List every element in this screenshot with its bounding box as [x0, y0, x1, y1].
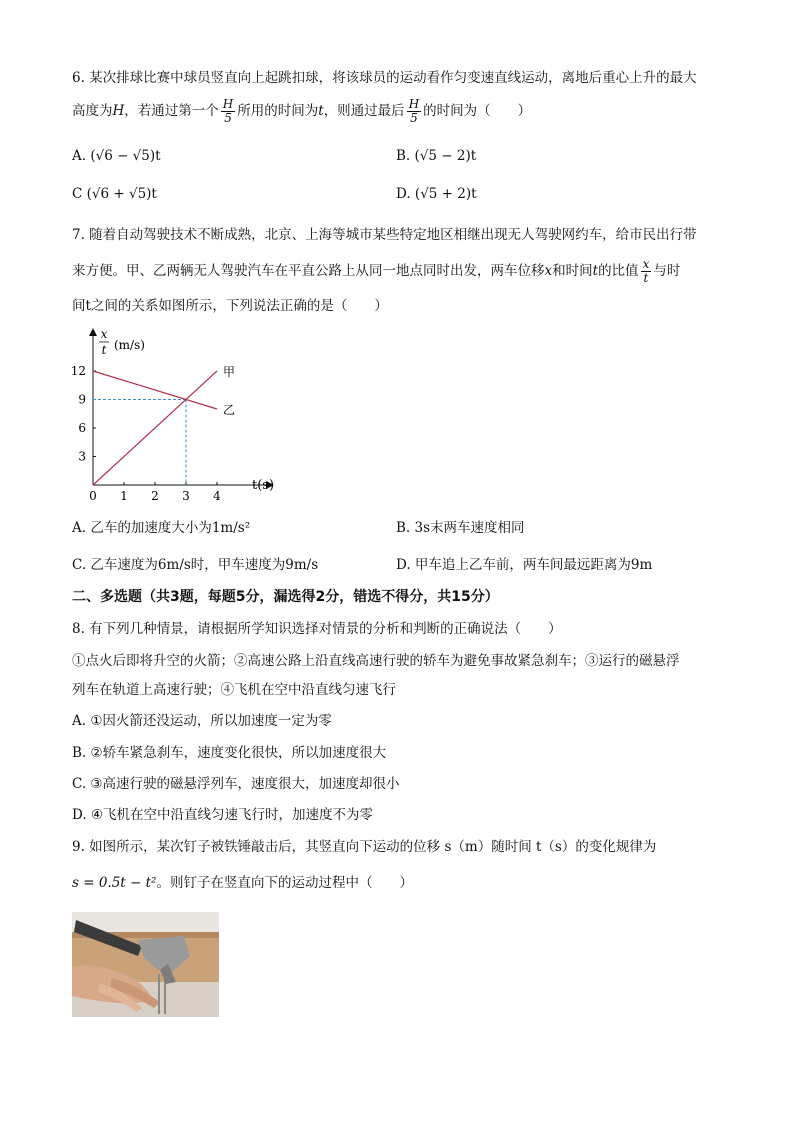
- q6-text-d: ，则通过最后: [323, 103, 405, 119]
- hammer-nail-photo: [72, 912, 219, 1017]
- q9-text: 。则钉子在竖直向下的运动过程中（ ）: [156, 875, 413, 891]
- q8-option-c[interactable]: C. ③高速行驶的磁悬浮列车，速度很大，加速度却很小: [72, 776, 400, 792]
- q8-stem-line3: 列车在轨道上高速行驶；④飞机在空中沿直线匀速飞行: [72, 682, 396, 698]
- q6-text-e: 的时间为（ ）: [423, 103, 532, 119]
- y-tick-label-6: 6: [78, 421, 86, 435]
- q8-option-a[interactable]: A. ①因火箭还没运动，所以加速度一定为零: [72, 713, 332, 729]
- y-label-unit: (m/s): [114, 338, 145, 352]
- x-tick-label-1: 1: [120, 489, 128, 503]
- x-tick-label-0: 0: [89, 489, 97, 503]
- y-label-den: t: [101, 343, 107, 357]
- q7-stem-line3: 间t之间的关系如图所示，下列说法正确的是（ ）: [72, 298, 388, 314]
- q6-stem-line2: [72, 98, 531, 125]
- q7-option-c[interactable]: C. 乙车速度为6m/s时，甲车速度为9m/s: [72, 557, 319, 573]
- y-tick-label-3: 3: [78, 449, 86, 464]
- q6-option-b[interactable]: B. (√5 − 2)t: [396, 148, 477, 164]
- q7-stem-line1: 7. 随着自动驾驶技术不断成熟，北京、上海等城市某些特定地区相继出现无人驾驶网约车，给市民出行带: [72, 227, 697, 243]
- q7-option-d[interactable]: D. 甲车追上乙车前，两车间最远距离为9m: [396, 557, 653, 573]
- q7-text-d: 与时: [653, 263, 681, 279]
- q9-stem-line1: 9. 如图所示，某次钉子被铁锤敲击后，其竖直向下运动的位移 s（m）随时间 t（s）的变化规律为: [72, 839, 657, 855]
- q8-stem-line1: 8. 有下列几种情景，请根据所学知识选择对情景的分析和判断的正确说法（ ）: [72, 621, 562, 637]
- q9-stem-line2: [72, 873, 413, 893]
- q6-text-a: 高度为: [72, 103, 113, 119]
- x-tick-label-2: 2: [151, 489, 159, 503]
- y-label-num: x: [100, 327, 108, 341]
- series-label-jia: 甲: [223, 365, 236, 379]
- q7-option-a[interactable]: A. 乙车的加速度大小为1m/s²: [72, 520, 251, 536]
- q7-var-t: t: [592, 263, 599, 279]
- q7-fraction: $\frac{x}{t}$: [642, 257, 650, 285]
- x-tick-label-3: 3: [182, 489, 190, 503]
- q8-option-d[interactable]: D. ④飞机在空中沿直线匀速飞行时，加速度不为零: [72, 807, 374, 823]
- q6-var-h: H: [112, 103, 125, 119]
- y-tick-label-9: 9: [78, 392, 86, 407]
- q8-option-b[interactable]: B. ②轿车紧急刹车，速度变化很快，所以加速度很大: [72, 745, 387, 761]
- q9-formula: s = 0.5t − t²: [72, 875, 157, 891]
- series-line-yi: [93, 371, 217, 409]
- q6-stem-line1: 6. 某次排球比赛中球员竖直向上起跳扣球，将该球员的运动看作匀变速直线运动，离地后重心上升的最大: [72, 70, 697, 86]
- series-label-yi: 乙: [223, 403, 236, 417]
- q7-option-b[interactable]: B. 3s末两车速度相同: [396, 520, 525, 536]
- q6-var-t: t: [318, 103, 324, 119]
- q7-var-x: x: [544, 263, 553, 279]
- x-tick-label-4: 4: [213, 489, 221, 503]
- q6-option-a[interactable]: A. (√6 − √5)t: [72, 148, 161, 164]
- q7-text-b: 和时间: [552, 263, 593, 279]
- q6-fraction-first: $\frac{H}{5}$: [222, 97, 234, 125]
- y-tick-label-12: 12: [70, 364, 86, 378]
- q6-option-c[interactable]: C (√6 + √5)t: [72, 186, 157, 202]
- q6-text-c: 所用的时间为: [237, 103, 319, 119]
- series-line-jia: [93, 371, 217, 485]
- q7-text-a: 来方便。甲、乙两辆无人驾驶汽车在平直公路上从同一地点同时出发，两车位移: [72, 263, 545, 279]
- q6-option-d[interactable]: D. (√5 + 2)t: [396, 186, 477, 202]
- q7-xt-graph: [60, 322, 290, 507]
- q6-text-b: ，若通过第一个: [124, 103, 219, 119]
- q7-text-c: 的比值: [598, 263, 639, 279]
- q7-stem-line2: [72, 258, 680, 285]
- q6-fraction-last: $\frac{H}{5}$: [408, 97, 420, 125]
- section-heading-multi-choice: 二、多选题（共3题，每题5分，漏选得2分，错选不得分，共15分）: [72, 589, 499, 605]
- x-axis-label: t(s): [252, 478, 275, 493]
- q8-stem-line2: ①点火后即将升空的火箭；②高速公路上沿直线高速行驶的轿车为避免事故紧急刹车；③运行的磁悬浮: [72, 653, 680, 669]
